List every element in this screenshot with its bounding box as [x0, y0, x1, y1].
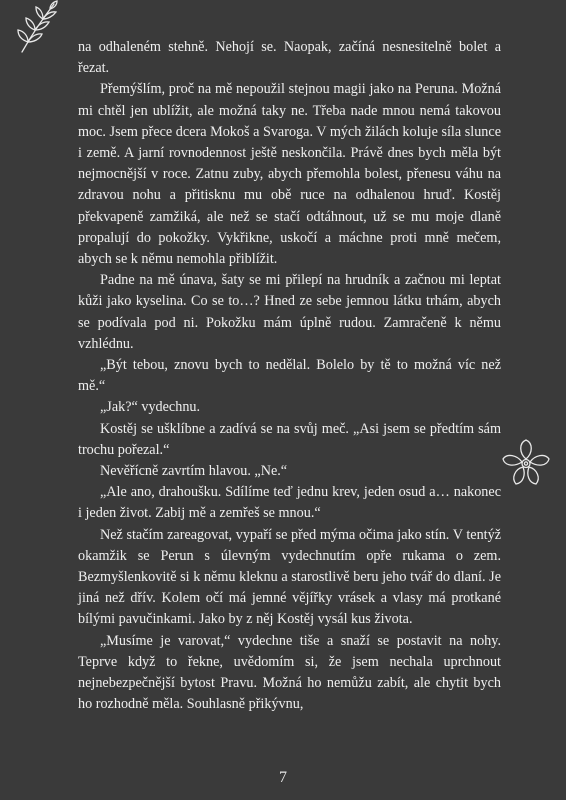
paragraph: „Být tebou, znovu bych to nedělal. Bolelo by tě to možná víc než mě.“	[78, 357, 501, 395]
paragraph: „Musíme je varovat,“ vydechne tiše a snaží se postavit na nohy. Teprve když to řekne, uvědomím si, že jsem nechala uprchnout nejnebezpečnější bytost Pravu. Možná ho nemůžu zabít, ale chytit bych ho rozhodně měla. Souhlasně přikývnu,	[78, 632, 501, 713]
paragraph: Než stačím zareagovat, vypaří se před mýma očima jako stín. V tentýž okamžik se Perun s úlevným vydechnutím opře rukama o zem. Bezmyšlenkovitě si k němu kleknu a starostlivě beru jeho tvář do dlaní. Je jiná než dřív. Kolem očí má jemné vějířky vrásek a vlasy má protkané bílými pavučinkami. Jako by z něj Kostěj vysál kus života.	[78, 526, 501, 628]
paragraph: na odhaleném stehně. Nehojí se. Naopak, začíná nesnesitelně bolet a řezat.	[78, 39, 501, 77]
paragraph: „Ale ano, drahoušku. Sdílíme teď jednu krev, jeden osud a… nakonec i jeden život. Zabij mě a zemřeš se mnou.“	[78, 484, 501, 522]
page-text	[78, 37, 501, 716]
paragraph: Padne na mě únava, šaty se mi přilepí na hrudník a začnou mi leptat kůži jako kyselina. Co se to…? Hned ze sebe jemnou látku trhám, abych se podívala pod ni. Pokožku mám úplně rudou. Zamračeně k němu vzhlédnu.	[78, 272, 501, 352]
paragraph: Kostěj se ušklíbne a zadívá se na svůj meč. „Asi jsem se předtím sám trochu pořezal.“	[78, 420, 501, 458]
paragraph: Přemýšlím, proč na mě nepoužil stejnou magii jako na Peruna. Možná mi chtěl jen ublížit, ale možná taky ne. Třeba nade mnou nemá takovou moc. Jsem přece dcera Mokoš a Svaroga. V mých žilách koluje síla slunce i země. A jarní rovnodennost ještě neskončila. Právě dnes bych měla být nejmocnější v roce. Zatnu zuby, abych přemohla bolest, přenesu váhu na zdravou nohu a přitisknu mu obě ruce na odhalenou hruď. Kostěj překvapeně zamžiká, ale než se stačí odtáhnout, už se mu moje dlaně propalují do pokožky. Vykřikne, uskočí a máchne proti mně mečem, abych se k němu nemohla přiblížit.	[78, 81, 501, 268]
flower-icon	[497, 435, 555, 493]
paragraph: Nevěřícně zavrtím hlavou. „Ne.“	[100, 463, 288, 480]
paragraph: „Jak?“ vydechnu.	[100, 399, 201, 416]
leaf-sprig-icon	[16, 0, 60, 54]
page-number: 7	[279, 769, 287, 786]
